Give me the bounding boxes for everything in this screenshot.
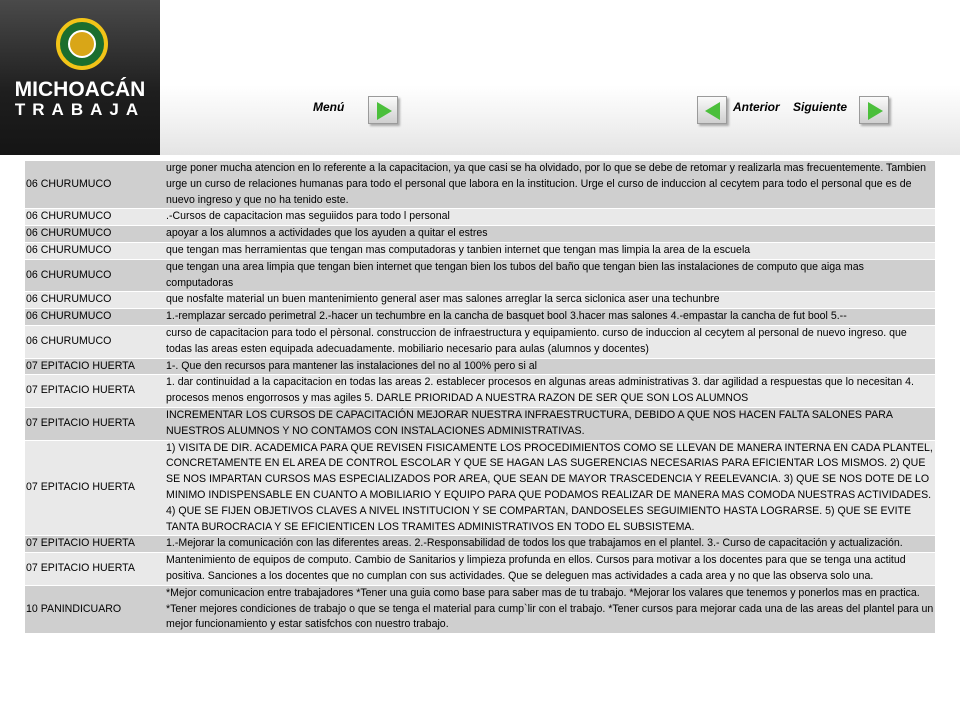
table-row [25, 585, 935, 633]
campus-cell: 07 EPITACIO HUERTA [25, 375, 165, 408]
response-cell: *Mejor comunicacion entre trabajadores *Tener una guia como base para saber mas de tu trabajo. *Mejorar los valares que tenemos y ponerlos mas en practica. *Tener mejores condiciones de trabajo o que se tenga el material para cump`lir con el trabajo. *Tener cursos para mejorar cada una de las areas del plantel para un mejor funcionamiento y estar satisfchos con nuestro trabajo. [165, 585, 935, 633]
menu-label: Menú [313, 100, 345, 114]
arrow-left-icon [705, 102, 720, 120]
response-cell: Mantenimiento de equipos de computo. Cambio de Sanitarios y limpieza profunda en ellos. Cursos para motivar a los docentes para que se tenga una actitud positiva. Sanciones a los docentes que no cumplan con sus actividades. Que se deleguen mas actividades a cada area y no que las observa solo una. [165, 553, 935, 586]
responses-table-body [25, 161, 935, 634]
campus-cell: 06 CHURUMUCO [25, 161, 165, 209]
logo-text-line2: TRABAJA [14, 100, 146, 119]
response-cell: 1.-remplazar sercado perimetral 2.-hacer un techumbre en la cancha de basquet bool 3.hacer mas salones 4.-empastar la cancha de fut bool 5.-- [165, 309, 935, 326]
next-label: Siguiente [793, 100, 848, 114]
campus-cell: 06 CHURUMUCO [25, 325, 165, 358]
campus-cell: 10 PANINDICUARO [25, 585, 165, 633]
table-row [25, 226, 935, 243]
table-row [25, 209, 935, 226]
table-row [25, 292, 935, 309]
response-cell: curso de capacitacion para todo el pèrsonal. construccion de infraestructura y equipamiento. curso de induccion al cecytem al personal de nuevo ingreso. que todas las areas esten equipada adecuadamente. mobiliario necesario para aulas (alumnos y docentes) [165, 325, 935, 358]
response-cell: INCREMENTAR LOS CURSOS DE CAPACITACIÓN MEJORAR NUESTRA INFRAESTRUCTURA, DEBIDO A QUE NOS HACEN FALTA SALONES PARA NUESTROS ALUMNOS Y NO CONTAMOS CON INSTALACIONES ADMINISTRATIVAS. [165, 407, 935, 440]
response-cell: 1. dar continuidad a la capacitacion en todas las areas 2. establecer procesos en algunas areas administrativas 3. dar agilidad a respuestas que lo necesitan 4. procesos menos engorrosos y mas agiles 5. DARLE PRIORIDAD A NUESTRA RAZON DE SER QUE SON LOS ALUMNOS [165, 375, 935, 408]
response-cell: .-Cursos de capacitacion mas seguiidos para todo l personal [165, 209, 935, 226]
response-cell: 1) VISITA DE DIR. ACADEMICA PARA QUE REVISEN FISICAMENTE LOS PROCEDIMIENTOS COMO SE LLEVAN DE MANERA INTERNA EN CADA PLANTEL, CONCRETAMENTE EN EL AREA DE CONTROL ESCOLAR Y QUE SE HAGAN LAS SUGERENCIAS NECESARIAS PARA EFICIENTAR LOS MISMOS. 2) QUE SE NOS IMPARTAN CURSOS MAS ESPECIALIZADOS POR AREA, QUE SEAN DE MAYOR TRASCEDENCIA Y REELEVANCIA. 3) QUE SE NOS DOTE DE LO MINIMO INDISPENSABLE EN CUANTO A MOBILIARIO Y EQUIPO PARA QUE PODAMOS REALIZAR DE MANERA MAS COMODA NUESTRAS ACTIVIDADES. 4) QUE SE FIJEN OBJETIVOS CLAVES A NIVEL INSTITUCION Y SE COMPARTAN, DANDOSELES SEGUIMIENTO HASTA LOGRARSE. 5) QUE SE EVITE TANTA BUROCRACIA Y SE EFICIENTICEN LOS TRAMITES ADMINISTRATIVOS EN TODO EL SUBSISTEMA. [165, 440, 935, 536]
response-cell: urge poner mucha atencion en lo referente a la capacitacion, ya que casi se ha olvidado, por lo que se debe de retomar y realizarla mas frecuentemente. Tambien urge un curso de relaciones humanas para todo el personal que labora en la institucion. Urge el curso de induccion al cecytem para todo el personal que es de nuevo ingreso y que no ha tenido este. [165, 161, 935, 209]
table-row [25, 407, 935, 440]
table-row [25, 161, 935, 209]
response-cell: que tengan mas herramientas que tengan mas computadoras y tanbien internet que tengan mas limpia la area de la escuela [165, 242, 935, 259]
table-row [25, 536, 935, 553]
logo-emblem-icon [56, 18, 108, 70]
table-row [25, 309, 935, 326]
campus-cell: 06 CHURUMUCO [25, 259, 165, 292]
campus-cell: 06 CHURUMUCO [25, 209, 165, 226]
campus-cell: 07 EPITACIO HUERTA [25, 553, 165, 586]
previous-label: Anterior [733, 100, 780, 114]
campus-cell: 07 EPITACIO HUERTA [25, 358, 165, 375]
next-button[interactable] [859, 96, 889, 124]
campus-cell: 06 CHURUMUCO [25, 292, 165, 309]
campus-cell: 07 EPITACIO HUERTA [25, 407, 165, 440]
campus-cell: 06 CHURUMUCO [25, 242, 165, 259]
table-row [25, 259, 935, 292]
response-cell: que nosfalte material un buen mantenimiento general aser mas salones arreglar la serca siclonica aser una techunbre [165, 292, 935, 309]
response-cell: 1-. Que den recursos para mantener las instalaciones del no al 100% pero si al [165, 358, 935, 375]
response-cell: apoyar a los alumnos a actividades que los ayuden a quitar el estres [165, 226, 935, 243]
table-row [25, 242, 935, 259]
logo-panel [0, 0, 160, 155]
menu-button[interactable] [368, 96, 398, 124]
previous-button[interactable] [697, 96, 727, 124]
table-row [25, 375, 935, 408]
arrow-right-icon [868, 102, 883, 120]
response-cell: 1.-Mejorar la comunicación con las diferentes areas. 2.-Responsabilidad de todos los que trabajamos en el plantel. 3.- Curso de capacitación y actualización. [165, 536, 935, 553]
logo-text-line1: MICHOACÁN [14, 78, 146, 101]
campus-cell: 06 CHURUMUCO [25, 309, 165, 326]
table-row [25, 440, 935, 536]
table-row [25, 553, 935, 586]
table-row [25, 325, 935, 358]
campus-cell: 07 EPITACIO HUERTA [25, 536, 165, 553]
response-cell: que tengan una area limpia que tengan bien internet que tengan bien los tubos del baño que tengan bien las instalaciones de computo que aiga mas computadoras [165, 259, 935, 292]
table-row [25, 358, 935, 375]
responses-table [25, 160, 935, 633]
campus-cell: 07 EPITACIO HUERTA [25, 440, 165, 536]
campus-cell: 06 CHURUMUCO [25, 226, 165, 243]
arrow-right-icon [377, 102, 392, 120]
